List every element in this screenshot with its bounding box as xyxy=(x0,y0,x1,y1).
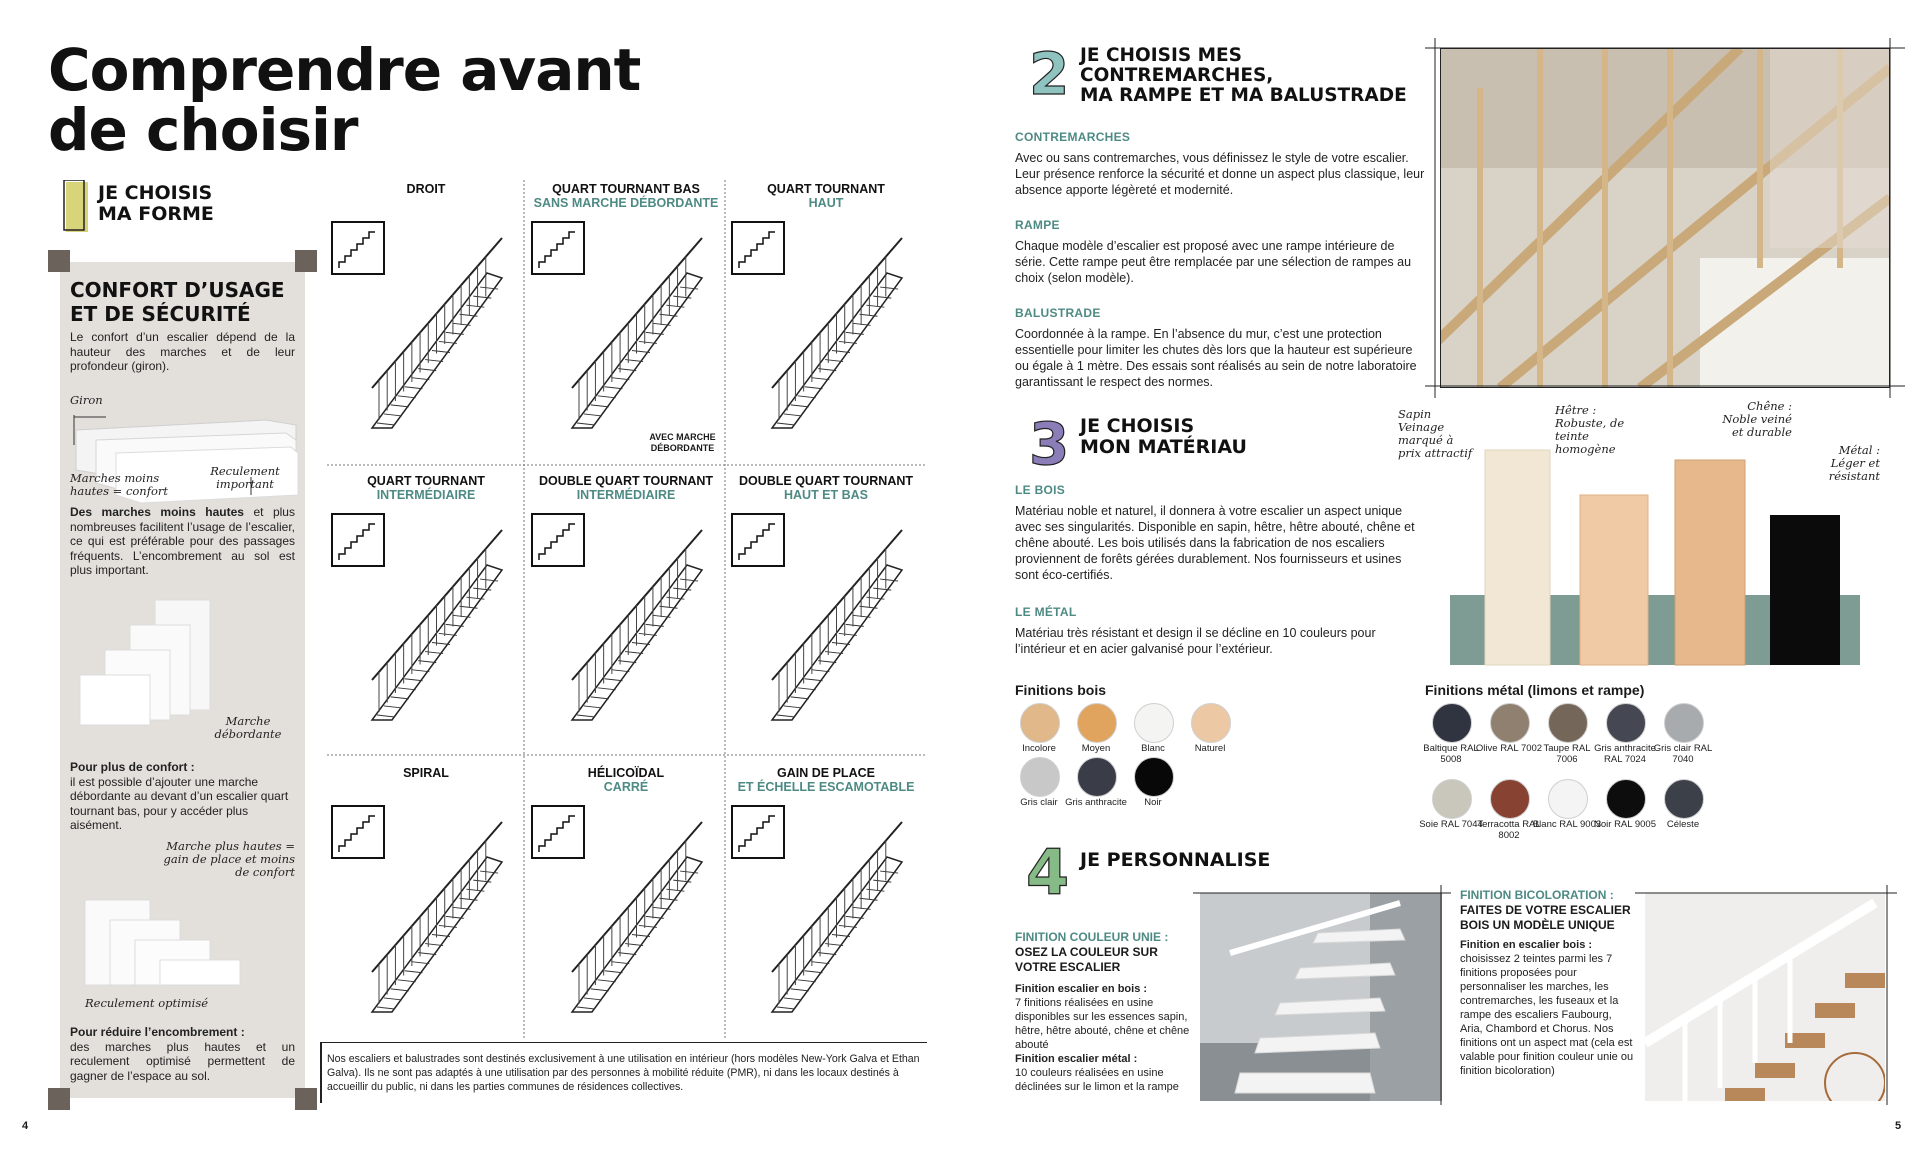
comfort-paragraph-2: Pour plus de confort : il est possible d’ajouter une marche débordante au devant d’un escalier quart tournant bas, pour y accéder plus aisément. xyxy=(70,760,289,832)
finish-swatch-label: Soie RAL 7044 xyxy=(1419,819,1483,830)
stair-type-sublabel: ET ÉCHELLE ESCAMOTABLE xyxy=(737,780,915,794)
protruding-step-illustration xyxy=(70,595,230,730)
section-4-title: JE PERSONNALISE xyxy=(1080,849,1271,871)
section-number-1 xyxy=(60,180,96,234)
metal-board xyxy=(1770,515,1840,665)
balustrade-heading: BALUSTRADE xyxy=(1015,306,1101,320)
stair-type-label: DROIT xyxy=(406,182,446,196)
stair-drawing xyxy=(727,510,922,755)
rampe-heading: RAMPE xyxy=(1015,218,1060,232)
stair-type-label: DOUBLE QUART TOURNANT xyxy=(538,474,714,488)
finish-swatch-label: Blanc RAL 9003 xyxy=(1532,819,1602,830)
finish-swatch-label: Céleste xyxy=(1666,819,1700,830)
label-hetre: Hêtre : Robuste, de teinte homogène xyxy=(1555,403,1625,456)
finish-swatch-label: Gris anthracite xyxy=(1065,797,1127,808)
finish-swatch-label: Taupe RAL 7006 xyxy=(1543,743,1591,765)
page-number-right: 5 xyxy=(1895,1120,1902,1132)
stair-type-sublabel: HAUT xyxy=(808,196,844,210)
finish-swatch-label: Moyen xyxy=(1081,743,1111,754)
photo-4b-frame-lines xyxy=(1635,885,1897,1105)
section-number-2 xyxy=(1025,42,1071,105)
finition-bico-heading: FINITION BICOLORATION : FAITES DE VOTRE ESCALIER BOIS UN MODÈLE UNIQUE xyxy=(1460,888,1631,932)
finish-swatch xyxy=(1020,703,1060,743)
finish-swatch xyxy=(1490,779,1530,819)
section-3-title: JE CHOISIS MON MATÉRIAU xyxy=(1080,415,1247,458)
label-chene: Chêne : Noble veiné et durable xyxy=(1722,399,1792,439)
number-2-graphic xyxy=(1025,42,1071,100)
stair-drawing xyxy=(527,510,722,755)
stair-drawing xyxy=(327,510,522,755)
finish-swatch xyxy=(1548,703,1588,743)
finish-swatch xyxy=(1548,779,1588,819)
number-4-graphic xyxy=(1022,838,1072,900)
number-4-glyph: 4 xyxy=(1026,838,1070,900)
finish-swatch xyxy=(1191,703,1231,743)
stair-type-cell xyxy=(727,766,925,1051)
stair-drawing xyxy=(727,802,922,1047)
photo-frame-lines xyxy=(1425,38,1905,398)
finish-swatch xyxy=(1490,703,1530,743)
stair-type-label: QUART TOURNANT xyxy=(767,182,885,196)
stair-type-cell xyxy=(327,474,525,759)
photo-4a-frame-lines xyxy=(1193,885,1451,1105)
stair-drawing xyxy=(327,218,522,463)
finish-swatch-label: Blanc xyxy=(1141,743,1165,754)
finish-swatch xyxy=(1077,757,1117,797)
page-title: Comprendre avant de choisir xyxy=(48,36,641,164)
number-2-glyph: 2 xyxy=(1029,42,1070,100)
finish-swatch xyxy=(1432,703,1472,743)
finish-swatch xyxy=(1664,703,1704,743)
stair-type-cell xyxy=(727,474,925,759)
avec-marche-caption: AVEC MARCHE DÉBORDANTE xyxy=(649,432,716,453)
finish-swatch-label: Noir RAL 9005 xyxy=(1594,819,1656,830)
stair-type-cell xyxy=(327,766,525,1051)
finish-swatch xyxy=(1020,757,1060,797)
stair-type-cell xyxy=(527,474,725,759)
stair-type-sublabel: INTERMÉDIAIRE xyxy=(376,488,476,502)
stair-type-cell xyxy=(527,182,725,467)
rampe-text: Chaque modèle d’escalier est proposé avec une rampe intérieure de série. Cette rampe peut être remplacée par une sélection de rampes au choix (selon modèle). xyxy=(1015,239,1412,285)
finish-swatch-label: Baltique RAL 5008 xyxy=(1423,743,1479,765)
label-marche-plus-hautes: Marche plus hautes = gain de place et moins de confort xyxy=(163,839,295,879)
stair-drawing xyxy=(327,802,522,1047)
material-samples-photo xyxy=(1450,410,1870,672)
finish-swatch xyxy=(1432,779,1472,819)
finish-swatch xyxy=(1077,703,1117,743)
stair-type-label: GAIN DE PLACE xyxy=(777,766,875,780)
finition-unie-heading: FINITION COULEUR UNIE : OSEZ LA COULEUR SUR VOTRE ESCALIER xyxy=(1015,930,1169,974)
finish-swatch-label: Gris anthracite RAL 7024 xyxy=(1594,743,1656,765)
label-sapin: Sapin Veinage marqué à prix attractif xyxy=(1398,407,1473,460)
finish-swatch-label: Naturel xyxy=(1194,743,1226,754)
stair-drawing xyxy=(527,802,722,1047)
stair-type-label: DOUBLE QUART TOURNANT xyxy=(738,474,914,488)
balustrade-text: Coordonnée à la rampe. En l’absence du mur, c’est une protection essentielle pour limiter les chutes dès lors que la hauteur est supérieure ou égale à 1 mètre. Des essais sont réalisés au sein de notre laboratoire garantissant le respect des normes. xyxy=(1015,327,1417,389)
label-reculement-optimise: Reculement optimisé xyxy=(85,996,209,1010)
comfort-intro: Le confort d’un escalier dépend de la hauteur des marches et de leur profondeur (giron). xyxy=(70,330,295,373)
finish-swatch xyxy=(1134,703,1174,743)
label-marches-moins-hautes: Marches moins hautes = confort xyxy=(70,471,169,498)
finish-swatch xyxy=(1134,757,1174,797)
panel-corner xyxy=(48,1088,70,1110)
finish-swatch xyxy=(1664,779,1704,819)
stair-type-cell xyxy=(327,182,525,467)
finish-swatch xyxy=(1606,703,1646,743)
stair-type-label: QUART TOURNANT BAS xyxy=(552,182,700,196)
comfort-title: CONFORT D’USAGE ET DE SÉCURITÉ xyxy=(70,278,285,326)
finition-unie-text: Finition escalier en bois : 7 finitions réalisées en usine disponibles sur les essences sapin, hêtre, hêtre abouté, chêne et chêne abouté Finition escalier métal : 10 couleurs réalisées en usine déclinées sur le limon et la rampe xyxy=(1015,983,1190,1093)
number-1-graphic xyxy=(60,180,96,234)
finitions-metal-title: Finitions métal (limons et rampe) xyxy=(1425,682,1645,698)
finish-swatch-label: Gris clair RAL 7040 xyxy=(1653,743,1713,765)
stair-type-cell xyxy=(527,766,725,1051)
contremarches-heading: CONTREMARCHES xyxy=(1015,130,1131,144)
sapin-board xyxy=(1485,450,1550,665)
label-marche-debordante: Marche débordante xyxy=(214,714,282,741)
panel-corner xyxy=(295,250,317,272)
contremarches-text: Avec ou sans contremarches, vous définissez le style de votre escalier. Leur présence renforce la sécurité et donne un aspect plus classique, leur absence apporte légèreté et modernité. xyxy=(1015,151,1425,197)
high-steps-illustration xyxy=(80,885,250,995)
number-3-graphic xyxy=(1025,412,1071,470)
number-3-glyph: 3 xyxy=(1029,412,1070,470)
stair-type-label: SPIRAL xyxy=(403,766,449,780)
page-number-left: 4 xyxy=(22,1120,29,1132)
section-1-title: JE CHOISIS MA FORME xyxy=(98,182,214,225)
section-number-4 xyxy=(1022,838,1072,905)
section-2-title: JE CHOISIS MES CONTREMARCHES, MA RAMPE ET MA BALUSTRADE xyxy=(1080,45,1407,106)
bois-heading: LE BOIS xyxy=(1015,483,1066,497)
chene-board xyxy=(1675,460,1745,665)
stair-drawing xyxy=(727,218,922,463)
stair-type-label: QUART TOURNANT xyxy=(367,474,485,488)
label-metal: Métal : Léger et résistant xyxy=(1828,443,1880,483)
finitions-bois-title: Finitions bois xyxy=(1015,682,1106,698)
stair-type-sublabel: HAUT ET BAS xyxy=(783,488,869,502)
comfort-paragraph-1: Des marches moins hautes et plus nombreuses facilitent l’usage de l’escalier, ce qui est préférable pour des passages fréquents. L’encombrement au sol est plus important. xyxy=(70,505,295,577)
finish-swatch xyxy=(1606,779,1646,819)
metal-heading: LE MÉTAL xyxy=(1015,605,1077,619)
disclaimer-note: Nos escaliers et balustrades sont destinés exclusivement à une utilisation en intérieur (hors modèles New-York Galva et Ethan Galva). Ils ne sont pas adaptés à une utilisation par des personnes à mobilité réduite (PMR), ni dans les locaux destinés à accueillir du public, ni dans les parties communes de résidences collectives. xyxy=(327,1053,920,1093)
stair-type-sublabel: INTERMÉDIAIRE xyxy=(576,488,676,502)
finish-swatch-label: Incolore xyxy=(1022,743,1056,754)
stair-type-cell xyxy=(727,182,925,467)
bois-text: Matériau noble et naturel, il donnera à votre escalier un aspect unique avec ses singularités. Disponible en sapin, hêtre, hêtre abouté, chêne et chêne abouté. Les bois utilisés dans la fabrication de nos escaliers proviennent de forêts gérées durablement. Nos fournisseurs et usines sont éco-certifiés. xyxy=(1015,504,1415,582)
finish-swatch-label: Gris clair xyxy=(1020,797,1058,808)
label-giron: Giron xyxy=(70,393,103,407)
stair-type-sublabel: CARRÉ xyxy=(603,780,649,794)
stair-type-label: HÉLICOÏDAL xyxy=(587,766,665,780)
panel-corner xyxy=(48,250,70,272)
stair-type-sublabel: SANS MARCHE DÉBORDANTE xyxy=(533,196,719,210)
finish-swatch-label: Noir xyxy=(1144,797,1162,808)
finition-bico-text: Finition en escalier bois : choisissez 2 teintes parmi les 7 finitions proposées pour personnaliser les marches, les contremarches, les fuseaux et la rampe des escaliers Faubourg, Aria, Chambord et Chorus. Nos finitions ont un aspect mat (cela est valable pour finition couleur unie ou finition bicoloration) xyxy=(1460,939,1634,1077)
metal-text: Matériau très résistant et design il se décline en 10 couleurs pour l’intérieur et en acier galvanisé pour l’extérieur. xyxy=(1015,626,1376,656)
finish-swatch-label: Terracotta RAL 8002 xyxy=(1477,819,1541,841)
stair-drawing xyxy=(527,218,722,463)
hetre-board xyxy=(1580,495,1648,665)
finish-swatch-label: Olive RAL 7002 xyxy=(1475,743,1543,754)
label-reculement-important: Reculement important xyxy=(210,464,280,491)
panel-corner xyxy=(295,1088,317,1110)
section-number-3 xyxy=(1025,412,1071,475)
comfort-paragraph-3: Pour réduire l’encombrement : des marches plus hautes et un reculement optimisé permettent de gagner de l’espace au sol. xyxy=(70,1025,295,1083)
